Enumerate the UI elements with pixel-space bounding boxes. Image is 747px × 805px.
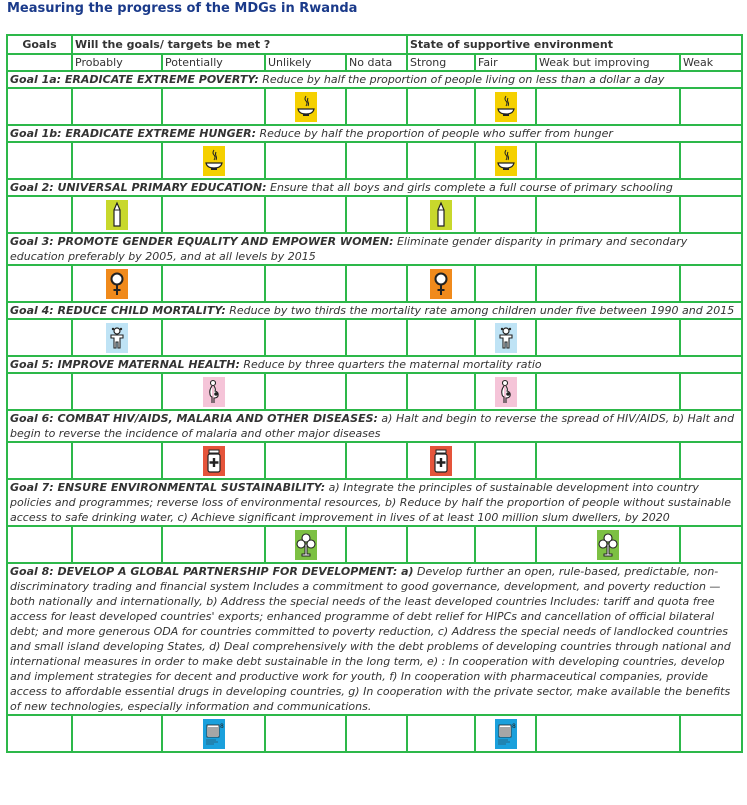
svg-text:8: 8: [511, 722, 516, 730]
medicine-bottle-icon: [430, 446, 452, 476]
bowl-icon: [495, 92, 517, 122]
goal-description: [7, 302, 742, 319]
status-cell-potentially: [162, 88, 265, 125]
status-cell-probably: [72, 442, 162, 479]
status-cell-strong: [407, 526, 475, 563]
status-cell-strong: [407, 373, 475, 410]
goal-status-row: [7, 373, 742, 410]
status-cell-strong: [407, 442, 475, 479]
status-cell-strong: [407, 265, 475, 302]
status-cell-potentially: [162, 715, 265, 752]
bowl-icon: [203, 146, 225, 176]
goal-description: [7, 125, 742, 142]
status-cell-probably: [72, 142, 162, 179]
status-cell-weak-but-improving: [536, 142, 680, 179]
goal-name: Goal 7: ENSURE ENVIRONMENTAL SUSTAINABILITY:: [10, 481, 326, 494]
empty-goal-cell: [7, 265, 72, 302]
goals-header: Goals: [7, 35, 72, 54]
status-cell-no-data: [346, 319, 407, 356]
status-cell-fair: [475, 526, 536, 563]
status-cell-probably: [72, 526, 162, 563]
status-cell-weak: [680, 442, 742, 479]
goal-target-text: Ensure that all boys and girls complete a full course of primary schooling: [266, 181, 673, 194]
goal-target-text: a) Halt and begin to reverse the spread of HIV/AIDS, b) Halt and begin to reverse the incidence of malaria and other major diseases: [10, 412, 735, 440]
status-cell-unlikely: [265, 715, 346, 752]
partnership-icon: [495, 719, 517, 749]
goal-description-row: [7, 410, 742, 442]
status-cell-no-data: [346, 715, 407, 752]
tree-icon: [597, 530, 619, 560]
status-cell-weak: [680, 142, 742, 179]
empty-goal-cell: [7, 715, 72, 752]
goal-description: [7, 356, 742, 373]
status-cell-weak-but-improving: [536, 265, 680, 302]
goal-status-row: [7, 526, 742, 563]
status-cell-no-data: [346, 526, 407, 563]
status-cell-unlikely: [265, 88, 346, 125]
empty-goal-cell: [7, 373, 72, 410]
goal-target-text: Reduce by half the proportion of people who suffer from hunger: [256, 127, 613, 140]
pencil-icon: [430, 200, 452, 230]
status-cell-probably: [72, 196, 162, 233]
svg-text:8: 8: [219, 722, 224, 730]
status-cell-strong: [407, 88, 475, 125]
status-cell-fair: [475, 265, 536, 302]
status-cell-probably: [72, 373, 162, 410]
goal-target-text: a) Integrate the principles of sustainable development into country policies and programmes; reverse loss of environmental resources, b) Reduce by half the proportion of people without sustainable access to safe drinking water, c) Achieve significant improvement in lives of at least 100 million slum dwellers, by 2020: [10, 481, 731, 524]
status-cell-fair: [475, 88, 536, 125]
goal-description-row: [7, 125, 742, 142]
goal-description: [7, 179, 742, 196]
status-cell-unlikely: [265, 142, 346, 179]
status-cell-probably: [72, 88, 162, 125]
child-icon: [106, 323, 128, 353]
mdg-progress-table: [6, 34, 743, 753]
goal-target-text: Reduce by half the proportion of people living on less than a dollar a day: [258, 73, 665, 86]
medicine-bottle-icon: [203, 446, 225, 476]
empty-goal-cell: [7, 196, 72, 233]
column-header-weak-but-improving: Weak but improving: [536, 54, 680, 71]
page-title: Measuring the progress of the MDGs in Rwanda: [7, 1, 358, 16]
will-met-header: Will the goals/ targets be met ?: [72, 35, 407, 54]
goal-description: [7, 71, 742, 88]
goal-description-row: [7, 563, 742, 715]
empty-goal-cell: [7, 142, 72, 179]
bowl-icon: [295, 92, 317, 122]
goal-name: Goal 3: PROMOTE GENDER EQUALITY AND EMPOWER WOMEN:: [10, 235, 394, 248]
empty-goal-cell: [7, 442, 72, 479]
status-cell-unlikely: [265, 319, 346, 356]
goal-name: Goal 1a: ERADICATE EXTREME POVERTY:: [10, 73, 259, 86]
status-cell-weak-but-improving: [536, 196, 680, 233]
status-cell-no-data: [346, 196, 407, 233]
column-header-weak: Weak: [680, 54, 742, 71]
status-cell-weak: [680, 196, 742, 233]
status-cell-weak: [680, 715, 742, 752]
status-cell-no-data: [346, 373, 407, 410]
header-row-groups: [7, 35, 742, 54]
environment-header: State of supportive environment: [407, 35, 742, 54]
goal-target-text: Reduce by three quarters the maternal mortality ratio: [239, 358, 542, 371]
female-symbol-icon: [430, 269, 452, 299]
status-cell-potentially: [162, 373, 265, 410]
status-cell-fair: [475, 715, 536, 752]
status-cell-weak-but-improving: [536, 373, 680, 410]
status-cell-no-data: [346, 442, 407, 479]
goal-name: Goal 8: DEVELOP A GLOBAL PARTNERSHIP FOR DEVELOPMENT: a): [10, 565, 414, 578]
status-cell-weak-but-improving: [536, 88, 680, 125]
goal-description-row: [7, 71, 742, 88]
status-cell-weak: [680, 526, 742, 563]
status-cell-weak-but-improving: [536, 715, 680, 752]
status-cell-fair: [475, 142, 536, 179]
column-header-probably: Probably: [72, 54, 162, 71]
pregnant-woman-icon: [203, 377, 225, 407]
goal-name: Goal 2: UNIVERSAL PRIMARY EDUCATION:: [10, 181, 267, 194]
column-header-strong: Strong: [407, 54, 475, 71]
column-header-fair: Fair: [475, 54, 536, 71]
status-cell-fair: [475, 319, 536, 356]
status-cell-fair: [475, 442, 536, 479]
female-symbol-icon: [106, 269, 128, 299]
goal-target-text: Eliminate gender disparity in primary and secondary education preferably by 2005, and at all levels by 2015: [10, 235, 688, 263]
status-cell-weak-but-improving: [536, 319, 680, 356]
status-cell-probably: [72, 319, 162, 356]
status-cell-no-data: [346, 88, 407, 125]
status-cell-potentially: [162, 265, 265, 302]
goal-name: Goal 1b: ERADICATE EXTREME HUNGER:: [10, 127, 256, 140]
column-header-unlikely: Unlikely: [265, 54, 346, 71]
partnership-icon: [203, 719, 225, 749]
status-cell-weak: [680, 319, 742, 356]
status-cell-weak-but-improving: [536, 442, 680, 479]
status-cell-potentially: [162, 196, 265, 233]
goal-status-row: [7, 88, 742, 125]
goal-status-row: [7, 265, 742, 302]
column-header-potentially: Potentially: [162, 54, 265, 71]
empty-header-cell: [7, 54, 72, 71]
bowl-icon: [495, 146, 517, 176]
status-cell-fair: [475, 196, 536, 233]
status-cell-unlikely: [265, 442, 346, 479]
goal-name: Goal 6: COMBAT HIV/AIDS, MALARIA AND OTHER DISEASES:: [10, 412, 378, 425]
status-cell-probably: [72, 265, 162, 302]
status-cell-strong: [407, 142, 475, 179]
status-cell-no-data: [346, 265, 407, 302]
empty-goal-cell: [7, 526, 72, 563]
goal-description-row: [7, 233, 742, 265]
goal-description-row: [7, 479, 742, 526]
goal-status-row: [7, 442, 742, 479]
status-cell-strong: [407, 715, 475, 752]
status-cell-weak: [680, 373, 742, 410]
goal-status-row: [7, 196, 742, 233]
status-cell-unlikely: [265, 373, 346, 410]
status-cell-potentially: [162, 526, 265, 563]
goal-description-row: [7, 302, 742, 319]
goal-status-row: [7, 715, 742, 752]
goal-target-text: Develop further an open, rule-based, predictable, non-discriminatory trading and financial system Includes a commitment to good governance, development, and poverty reduction — both nationally and internationally, b) Address the special needs of the least developed countries Includes: tariff and quota free access for least developed countries' exports; enhanced programme of debt relief for HIPCs and cancellation of official bilateral debt; and more generous ODA for countries committed to poverty reduction, c) Address the special needs of landlocked countries and small island developing States, d) Deal comprehensively with the debt problems of developing countries through national and international measures in order to make debt sustainable in the long term, e) : In cooperation with developing countries, develop and implement strategies for decent and productive work for youth, f) In cooperation with pharmaceutical companies, provide access to affordable essential drugs in developing countries, g) In cooperation with the private sector, make available the benefits of new technologies, especially information and communications.: [10, 565, 731, 713]
status-cell-unlikely: [265, 196, 346, 233]
goal-description: [7, 410, 742, 442]
child-icon: [495, 323, 517, 353]
goal-status-row: [7, 319, 742, 356]
goal-description: [7, 479, 742, 526]
status-cell-unlikely: [265, 265, 346, 302]
column-header-no-data: No data: [346, 54, 407, 71]
goal-description-row: [7, 356, 742, 373]
status-cell-weak-but-improving: [536, 526, 680, 563]
status-cell-probably: [72, 715, 162, 752]
pregnant-woman-icon: [495, 377, 517, 407]
empty-goal-cell: [7, 88, 72, 125]
goal-description-row: [7, 179, 742, 196]
goal-description: [7, 563, 742, 715]
status-cell-potentially: [162, 442, 265, 479]
status-cell-weak: [680, 265, 742, 302]
status-cell-potentially: [162, 142, 265, 179]
status-cell-fair: [475, 373, 536, 410]
empty-goal-cell: [7, 319, 72, 356]
goal-target-text: Reduce by two thirds the mortality rate among children under five between 1990 and 2015: [225, 304, 735, 317]
status-cell-no-data: [346, 142, 407, 179]
goal-status-row: [7, 142, 742, 179]
status-cell-weak: [680, 88, 742, 125]
status-cell-strong: [407, 196, 475, 233]
pencil-icon: [106, 200, 128, 230]
status-cell-strong: [407, 319, 475, 356]
header-row-columns: [7, 54, 742, 71]
goal-name: Goal 5: IMPROVE MATERNAL HEALTH:: [10, 358, 240, 371]
tree-icon: [295, 530, 317, 560]
goal-name: Goal 4: REDUCE CHILD MORTALITY:: [10, 304, 226, 317]
status-cell-unlikely: [265, 526, 346, 563]
status-cell-potentially: [162, 319, 265, 356]
goal-description: [7, 233, 742, 265]
